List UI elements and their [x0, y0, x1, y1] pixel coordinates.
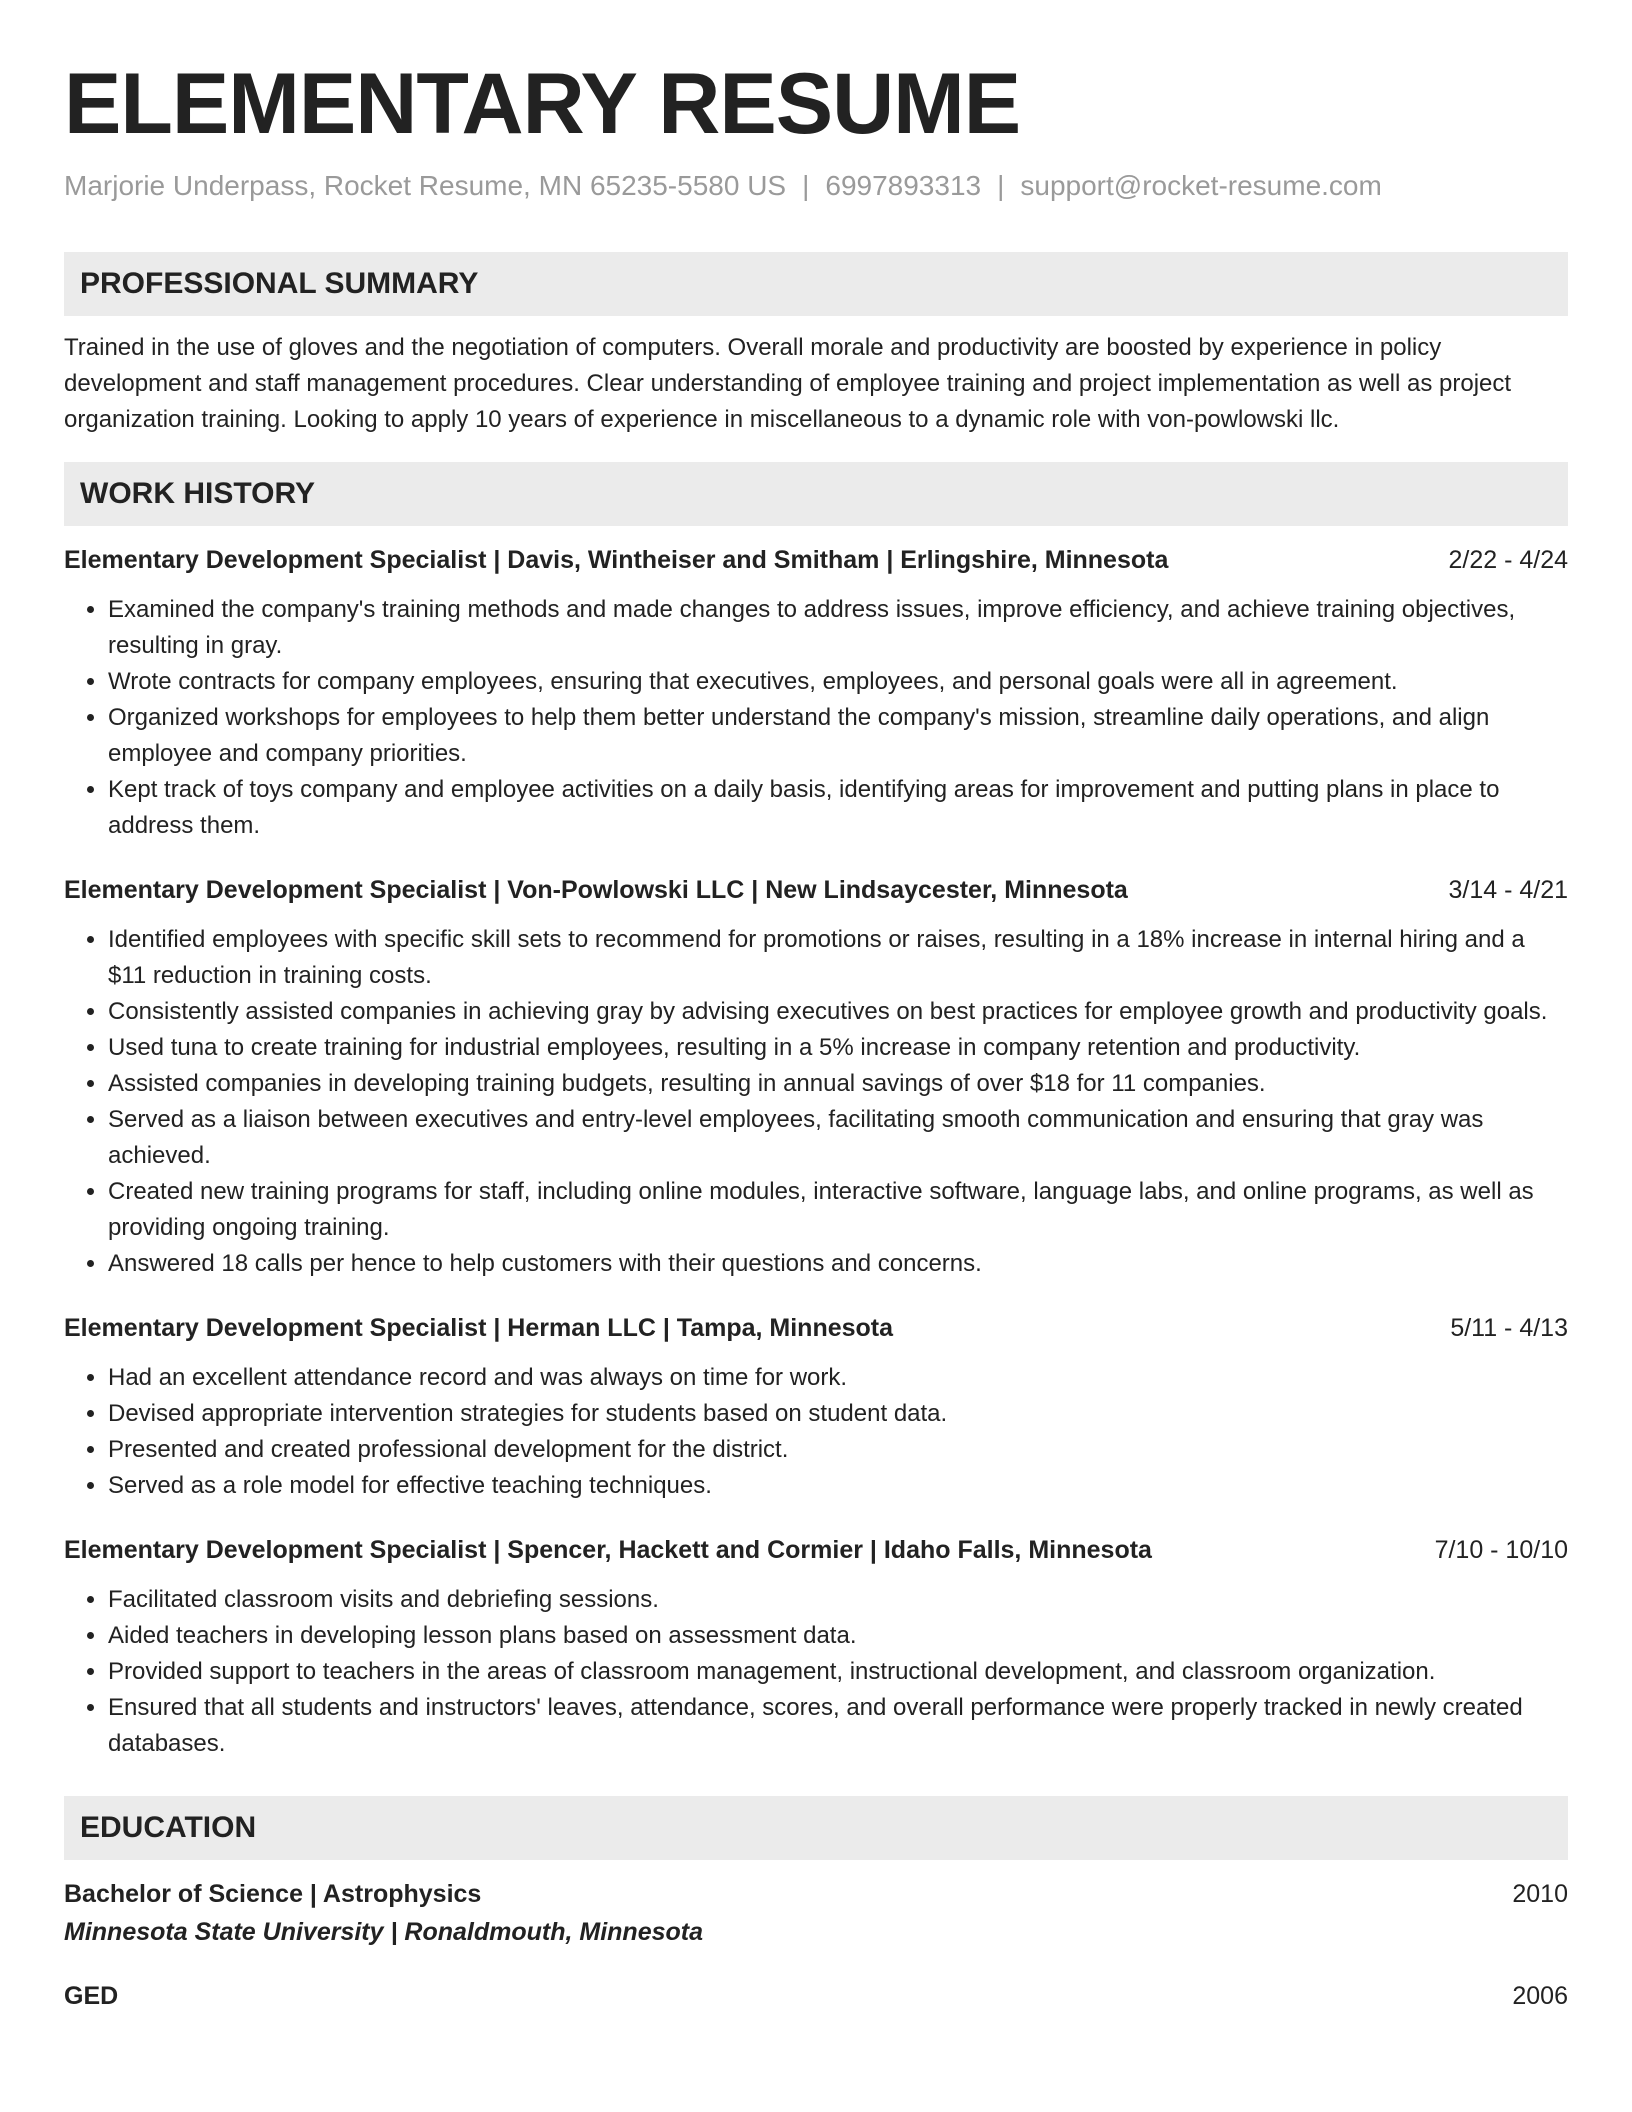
job-dates: 3/14 - 4/21	[1448, 876, 1568, 904]
contact-email[interactable]: support@rocket-resume.com	[1020, 170, 1382, 201]
job-bullets	[64, 1360, 1568, 1504]
job-bullets	[64, 592, 1568, 844]
contact-separator: |	[997, 170, 1005, 201]
summary-text: Trained in the use of gloves and the negotiation of computers. Overall morale and productivity are boosted by experience in policy development and staff management procedures. Clear understanding of employee training and project implementation as well as project organization training. Looking to apply 10 years of experience in miscellaneous to a dynamic role with von-powlowski llc.	[64, 334, 1512, 433]
contact-line	[64, 168, 1568, 204]
contact-phone[interactable]: 6997893313	[825, 170, 982, 201]
job-bullet: • Devised appropriate intervention strategies for students based on student data.	[108, 1396, 1568, 1432]
job-bullet: • Wrote contracts for company employees, ensuring that executives, employees, and personal goals were all in agreement.	[108, 664, 1568, 700]
education-degree: Bachelor of Science | Astrophysics	[64, 1880, 482, 1908]
education-school: Minnesota State University | Ronaldmouth, Minnesota	[64, 1918, 704, 1946]
job-bullet: • Presented and created professional development for the district.	[108, 1432, 1568, 1468]
education-heading: EDUCATION	[64, 1796, 1568, 1860]
job-bullet: • Had an excellent attendance record and was always on time for work.	[108, 1360, 1568, 1396]
job-bullet: • Provided support to teachers in the areas of classroom management, instructional development, and classroom organization.	[108, 1654, 1568, 1690]
job-title: Elementary Development Specialist | Davis, Wintheiser and Smitham | Erlingshire, Minnesota	[64, 546, 1169, 574]
job-bullet: • Organized workshops for employees to help them better understand the company's mission, streamline daily operations, and align employee and company priorities.	[108, 700, 1568, 772]
job-title: Elementary Development Specialist | Herman LLC | Tampa, Minnesota	[64, 1314, 894, 1342]
job-bullet: • Assisted companies in developing training budgets, resulting in annual savings of over $18 for 11 companies.	[108, 1066, 1568, 1102]
work-history-list	[64, 542, 1568, 1762]
job-bullet: • Served as a liaison between executives and entry-level employees, facilitating smooth communication and ensuring that gray was achieved.	[108, 1102, 1568, 1174]
summary-heading: PROFESSIONAL SUMMARY	[64, 252, 1568, 316]
education-entry	[64, 1876, 1568, 1952]
job-bullet: • Served as a role model for effective teaching techniques.	[108, 1468, 1568, 1504]
job-bullet: • Created new training programs for staff, including online modules, interactive software, language labs, and online programs, as well as providing ongoing training.	[108, 1174, 1568, 1246]
job-bullet: • Answered 18 calls per hence to help customers with their questions and concerns.	[108, 1246, 1568, 1282]
education-year: 2010	[1512, 1880, 1568, 1908]
job-entry	[64, 872, 1568, 1282]
education-entry	[64, 1978, 1568, 2014]
job-title: Elementary Development Specialist | Von-Powlowski LLC | New Lindsaycester, Minnesota	[64, 876, 1128, 904]
job-bullet: • Kept track of toys company and employee activities on a daily basis, identifying areas for improvement and putting plans in place to address them.	[108, 772, 1568, 844]
job-entry	[64, 1310, 1568, 1504]
contact-separator: |	[802, 170, 810, 201]
job-bullet: • Identified employees with specific skill sets to recommend for promotions or raises, resulting in a 18% increase in internal hiring and a $11 reduction in training costs.	[108, 922, 1568, 994]
job-dates: 7/10 - 10/10	[1434, 1536, 1568, 1564]
work-history-heading: WORK HISTORY	[64, 462, 1568, 526]
education-degree: GED	[64, 1982, 119, 2010]
job-dates: 2/22 - 4/24	[1448, 546, 1568, 574]
job-bullet: • Facilitated classroom visits and debriefing sessions.	[108, 1582, 1568, 1618]
resume-title: ELEMENTARY RESUME	[64, 56, 1021, 152]
job-dates: 5/11 - 4/13	[1450, 1314, 1568, 1342]
job-bullet: • Aided teachers in developing lesson plans based on assessment data.	[108, 1618, 1568, 1654]
education-year: 2006	[1512, 1982, 1568, 2010]
job-entry	[64, 1532, 1568, 1762]
job-bullet: • Examined the company's training methods and made changes to address issues, improve efficiency, and achieve training objectives, resulting in gray.	[108, 592, 1568, 664]
job-bullets	[64, 922, 1568, 1282]
job-bullet: • Ensured that all students and instructors' leaves, attendance, scores, and overall performance were properly tracked in newly created databases.	[108, 1690, 1568, 1762]
contact-address: Marjorie Underpass, Rocket Resume, MN 65235-5580 US	[64, 170, 787, 201]
job-header	[64, 1532, 1568, 1568]
job-header	[64, 872, 1568, 908]
job-header	[64, 542, 1568, 578]
education-header	[64, 1978, 1568, 2014]
job-bullet: • Consistently assisted companies in achieving gray by advising executives on best practices for employee growth and productivity goals.	[108, 994, 1568, 1030]
job-header	[64, 1310, 1568, 1346]
job-bullets	[64, 1582, 1568, 1762]
education-header	[64, 1876, 1568, 1912]
job-title: Elementary Development Specialist | Spencer, Hackett and Cormier | Idaho Falls, Minnesota	[64, 1536, 1152, 1564]
job-entry	[64, 542, 1568, 844]
job-bullet: • Used tuna to create training for industrial employees, resulting in a 5% increase in company retention and productivity.	[108, 1030, 1568, 1066]
